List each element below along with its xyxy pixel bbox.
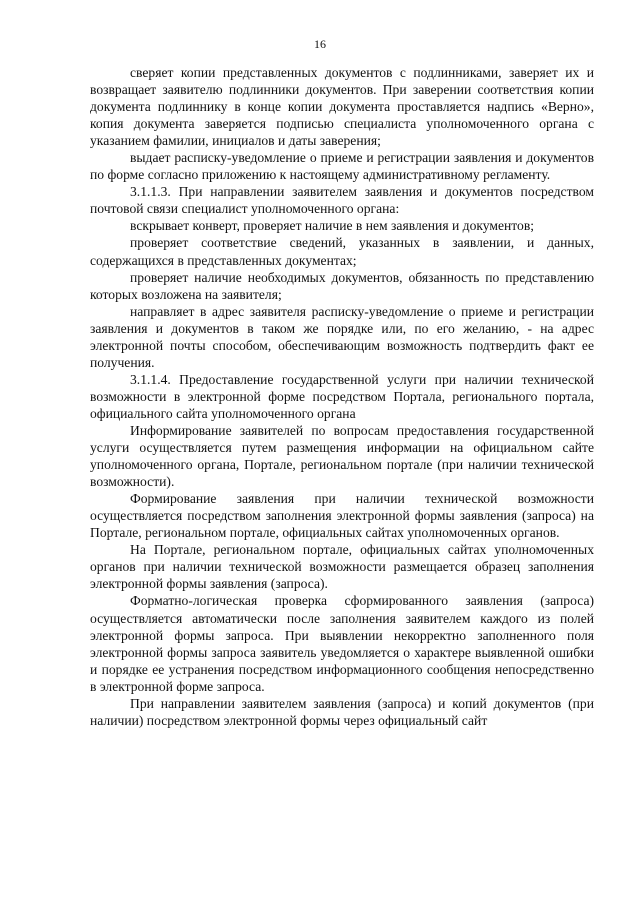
paragraph: сверяет копии представленных документов с подлинниками, заверяет их и возвращает заявителю подлинники документов. При заверении соответствия копии документа подлиннику в конце копии документа проставляется надпись «Верно», копия документа заверяется подписью специалиста уполномоченного органа с указанием фамилии, инициалов и даты заверения; bbox=[90, 65, 594, 149]
page-number: 16 bbox=[314, 37, 326, 51]
paragraph: Формирование заявления при наличии технической возможности осуществляется посредством заполнения электронной формы заявления (запроса) на Портале, региональном портале, официальных сайтах уполномоченных органов. bbox=[90, 491, 594, 541]
document-body bbox=[90, 64, 594, 729]
paragraph: Информирование заявителей по вопросам предоставления государственной услуги осуществляется путем размещения информации на официальном сайте уполномоченного органа, Портале, региональном портале (при наличии технической возможности). bbox=[90, 422, 594, 490]
paragraph: На Портале, региональном портале, официальных сайтах уполномоченных органов при наличии технической возможности размещается образец заполнения электронной формы заявления (запроса). bbox=[90, 542, 594, 592]
paragraph: Форматно-логическая проверка сформированного заявления (запроса) осуществляется автоматически после заполнения заявителем каждого из полей электронной формы запроса. При выявлении некорректно заполненного поля электронной формы запроса заявитель уведомляется о характере выявленной ошибки и порядке ее устранения посредством информационного сообщения непосредственно в электронной форме запроса. bbox=[90, 593, 594, 694]
paragraph: 3.1.1.3. При направлении заявителем заявления и документов посредством почтовой связи специалист уполномоченного органа: bbox=[90, 184, 594, 217]
paragraph: 3.1.1.4. Предоставление государственной услуги при наличии технической возможности в электронной форме посредством Портала, регионального портала, официального сайта уполномоченного органа bbox=[90, 371, 594, 421]
paragraph: вскрывает конверт, проверяет наличие в нем заявления и документов; bbox=[130, 218, 535, 234]
paragraph: проверяет наличие необходимых документов, обязанность по представлению которых возложена на заявителя; bbox=[90, 269, 594, 302]
paragraph: выдает расписку-уведомление о приеме и регистрации заявления и документов по форме согласно приложению к настоящему административному регламенту. bbox=[90, 150, 594, 183]
paragraph: При направлении заявителем заявления (запроса) и копий документов (при наличии) посредством электронной формы через официальный сайт bbox=[90, 695, 594, 728]
paragraph: проверяет соответствие сведений, указанных в заявлении, и данных, содержащихся в представленных документах; bbox=[90, 235, 594, 268]
paragraph: направляет в адрес заявителя расписку-уведомление о приеме и регистрации заявления и документов в таком же порядке или, по его желанию, - на адрес электронной почты способом, обеспечивающим возможность подтвердить факт ее получения. bbox=[90, 303, 594, 370]
